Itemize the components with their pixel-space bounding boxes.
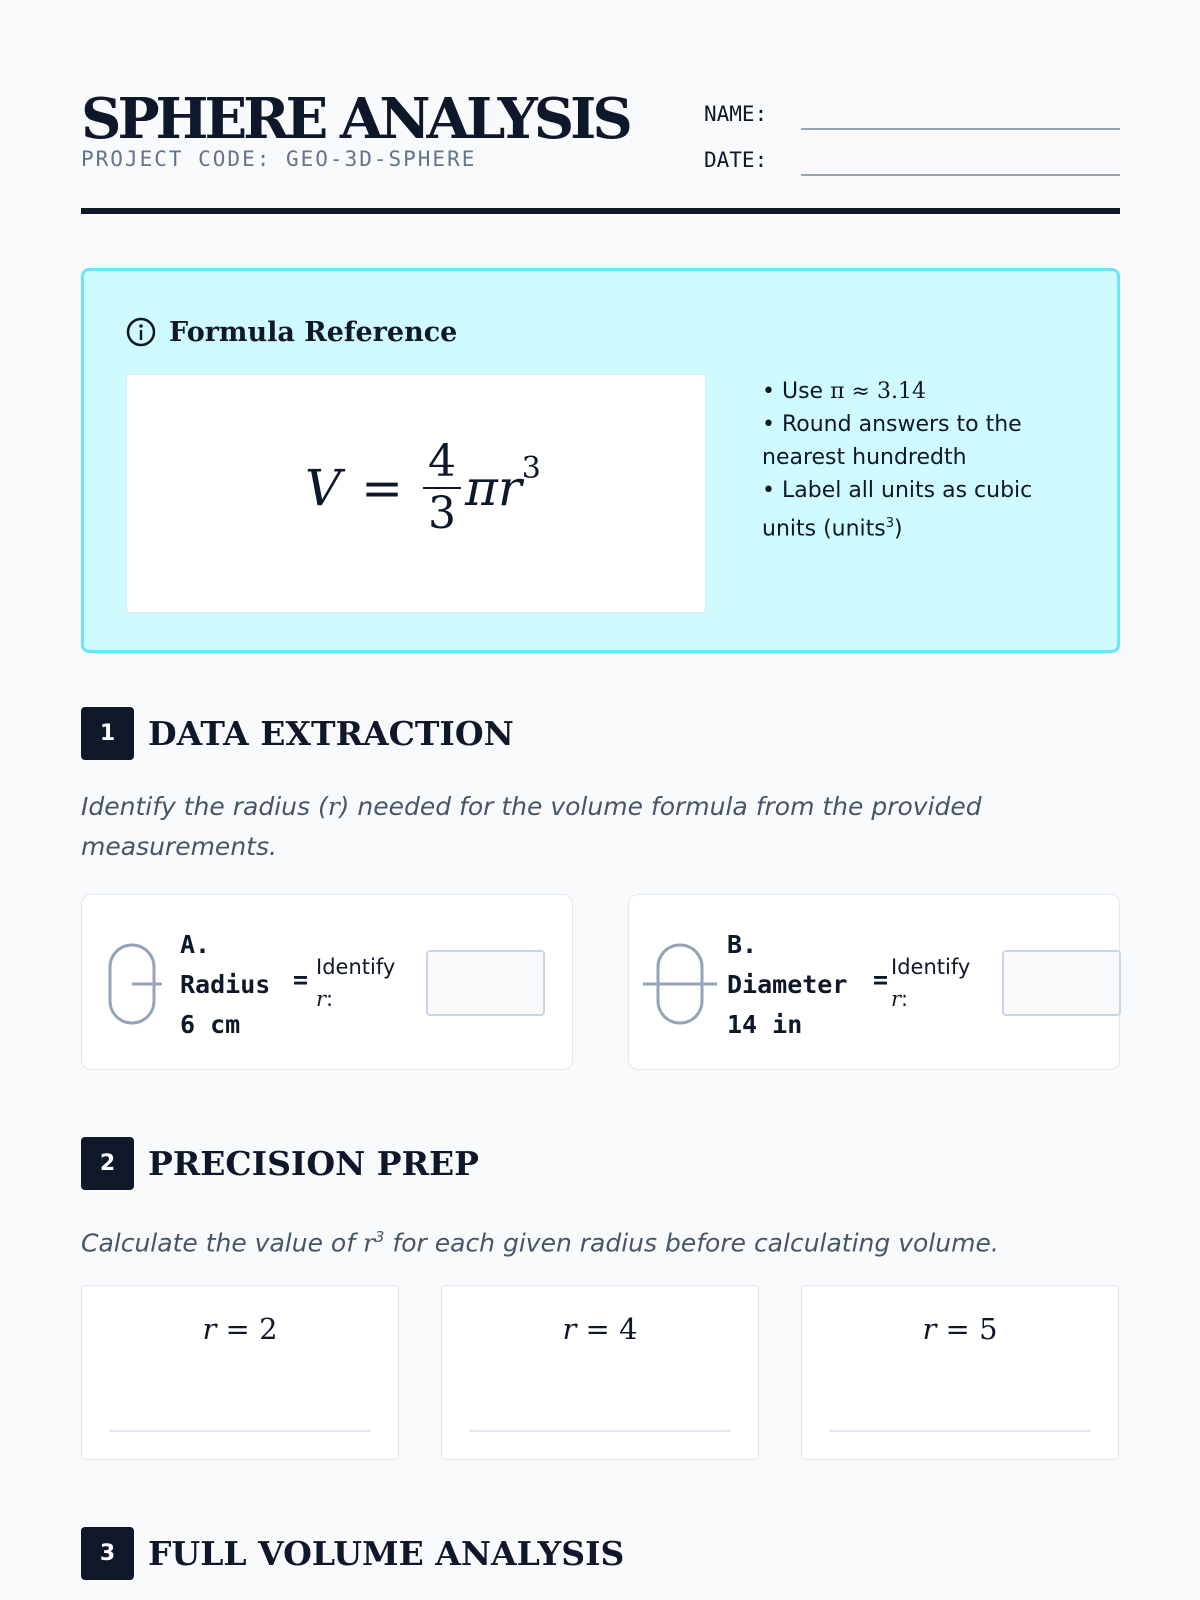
measure-name: Diameter	[727, 970, 848, 999]
section-title: DATA EXTRACTION	[148, 714, 514, 753]
instructions-sup: 3	[374, 1228, 385, 1246]
note-item	[762, 474, 1062, 545]
instructions-text: Calculate the value of	[81, 1228, 363, 1258]
identify-text: Identify	[891, 955, 971, 979]
measure-value: 6 cm	[180, 1010, 241, 1039]
prep-answer-line[interactable]	[109, 1430, 371, 1432]
prep-value: 2	[259, 1312, 278, 1346]
instructions-text: for each given radius before calculating volume.	[384, 1228, 999, 1258]
instructions-text: ) needed for the volume formula from the provided measurements.	[81, 792, 982, 861]
formula-title: Formula Reference	[169, 316, 458, 348]
identify-colon: :	[901, 987, 909, 1011]
prep-equation	[802, 1312, 1118, 1346]
prep-var: r	[922, 1312, 937, 1346]
note-math: π ≈ 3.14	[830, 379, 926, 404]
section-2-instructions	[81, 1217, 1081, 1263]
prep-equals: =	[585, 1312, 610, 1346]
prep-value: 5	[979, 1312, 998, 1346]
equals-sign: =	[293, 965, 309, 994]
note-item	[762, 408, 1062, 474]
radius-answer-input[interactable]	[426, 950, 545, 1016]
section-3-heading	[81, 1527, 624, 1580]
radius-diagram-icon	[102, 943, 162, 1025]
section-number-badge: 3	[81, 1527, 134, 1580]
date-label: DATE:	[704, 148, 768, 172]
note-item	[762, 375, 1062, 408]
formula-exponent: 3	[521, 450, 541, 486]
identify-colon: :	[326, 987, 334, 1011]
formula-notes	[762, 375, 1062, 545]
prep-answer-line[interactable]	[829, 1430, 1091, 1432]
prep-equals: =	[225, 1312, 250, 1346]
section-title: FULL VOLUME ANALYSIS	[148, 1534, 625, 1573]
formula-reference-panel	[81, 268, 1120, 653]
prep-card	[801, 1285, 1119, 1460]
prep-equation	[442, 1312, 758, 1346]
formula-fraction	[423, 437, 461, 539]
formula-lhs: V	[305, 459, 342, 517]
name-field[interactable]	[801, 128, 1120, 130]
prep-card	[441, 1285, 759, 1460]
note-sup: 3	[885, 516, 895, 531]
identify-var: r	[891, 987, 902, 1011]
formula-equals: =	[361, 459, 404, 517]
instructions-text: Identify the radius (	[81, 792, 328, 821]
measurement-label	[180, 925, 270, 1045]
measure-name: Radius	[180, 970, 271, 999]
prep-answer-line[interactable]	[469, 1430, 731, 1432]
identify-prompt	[316, 951, 395, 1015]
card-letter: B.	[727, 930, 758, 959]
diameter-diagram-icon	[643, 943, 717, 1025]
name-row	[704, 98, 1120, 132]
formula-heading	[125, 316, 457, 348]
project-code: PROJECT CODE: GEO-3D-SPHERE	[81, 147, 477, 171]
prep-card	[81, 1285, 399, 1460]
page-title: SPHERE ANALYSIS	[81, 86, 629, 152]
formula-numerator: 4	[428, 436, 457, 487]
formula-body: πr	[465, 459, 522, 517]
identify-text: Identify	[316, 955, 396, 979]
note-text: Round answers to the nearest hundredth	[762, 412, 1022, 470]
instructions-var: r	[362, 1228, 375, 1258]
info-icon	[125, 316, 157, 348]
extraction-card-b	[628, 894, 1120, 1070]
section-number-badge: 2	[81, 1137, 134, 1190]
section-2-heading	[81, 1137, 479, 1190]
measurement-label	[727, 925, 847, 1045]
formula-denominator: 3	[428, 488, 457, 539]
section-number-badge: 1	[81, 707, 134, 760]
identify-prompt	[891, 951, 970, 1015]
measure-value: 14 in	[727, 1010, 803, 1039]
card-letter: A.	[180, 930, 211, 959]
header-divider	[81, 208, 1120, 214]
prep-var: r	[562, 1312, 577, 1346]
extraction-card-a	[81, 894, 573, 1070]
section-1-heading	[81, 707, 514, 760]
date-row	[704, 144, 1120, 178]
section-title: PRECISION PREP	[148, 1144, 479, 1183]
prep-var: r	[202, 1312, 217, 1346]
prep-equation	[82, 1312, 398, 1346]
prep-equals: =	[945, 1312, 970, 1346]
prep-value: 4	[619, 1312, 638, 1346]
equals-sign: =	[873, 965, 889, 994]
note-text: Label all units as cubic units (units	[762, 478, 1033, 542]
worksheet-header	[81, 80, 1120, 214]
bullet: •	[762, 478, 782, 503]
name-label: NAME:	[704, 102, 768, 126]
note-after: )	[894, 516, 903, 542]
section-1-instructions	[81, 787, 1081, 867]
date-field[interactable]	[801, 174, 1120, 176]
note-text: Use	[781, 379, 831, 404]
identify-var: r	[316, 987, 327, 1011]
bullet: •	[762, 379, 782, 404]
bullet: •	[762, 412, 782, 437]
formula-card	[126, 374, 706, 613]
radius-answer-input[interactable]	[1002, 950, 1121, 1016]
instructions-var: r	[327, 792, 340, 821]
volume-formula	[305, 437, 541, 539]
